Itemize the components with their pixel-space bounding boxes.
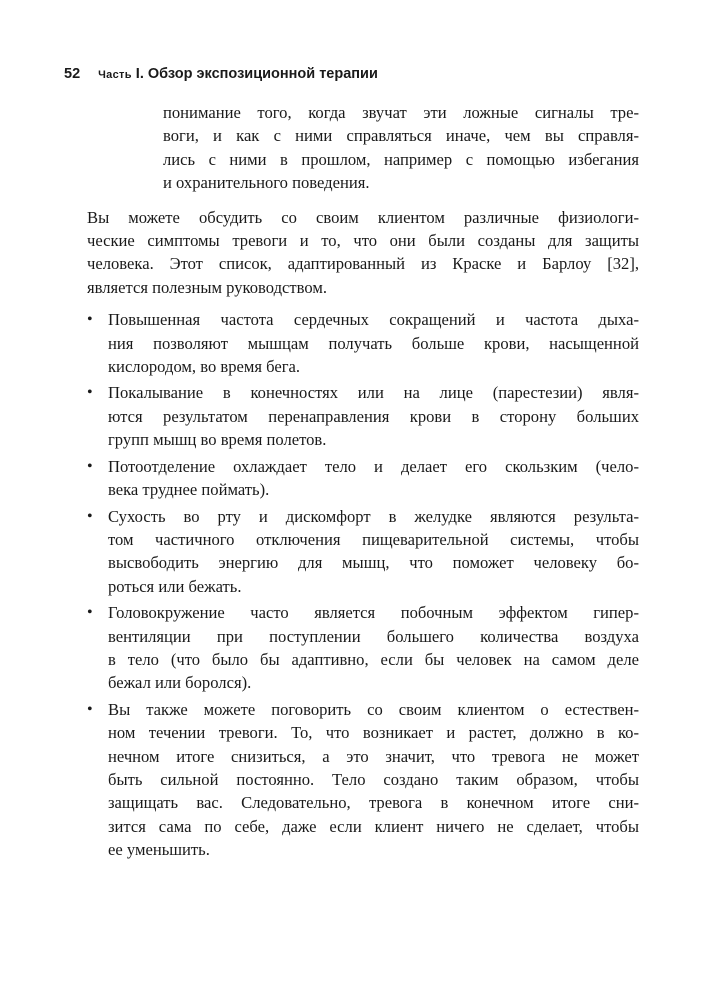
text-line: вентиляции при поступлении большего количества воздуха: [108, 626, 639, 646]
text-line: бежал или боролся).: [108, 673, 252, 693]
text-line: является полезным руководством.: [87, 277, 328, 297]
list-item: [87, 455, 639, 502]
continued-list-item: [163, 101, 639, 195]
text-line: ном течении тревоги. То, что возникает и растет, должно в ко-: [108, 723, 639, 743]
list-item: [87, 698, 639, 862]
text-line: века труднее поймать).: [108, 480, 270, 500]
text-line: • Головокружение часто является побочным эффектом гипер-: [108, 603, 639, 623]
running-header: [64, 64, 644, 84]
text-line: защищать вас. Следовательно, тревога в конечном итоге сни-: [108, 793, 639, 813]
text-line: лись с ними в прошлом, например с помощью избегания: [163, 149, 639, 169]
text-line: воги, и как с ними справляться иначе, чем вы справля-: [163, 126, 639, 146]
running-head-title: I. Обзор экспозиционной терапии: [131, 66, 378, 82]
text-line: • Повышенная частота сердечных сокращений и частота дыха-: [108, 310, 639, 330]
text-line: Вы можете обсудить со своим клиентом различные физиологи-: [87, 207, 639, 227]
text-line: том частичного отключения пищеварительной системы, чтобы: [108, 529, 639, 549]
text-line: роться или бежать.: [108, 576, 242, 596]
list-item: [87, 381, 639, 451]
text-line: • Покалывание в конечностях или на лице (парестезии) явля-: [108, 383, 639, 403]
text-line: ния позволяют мышцам получать больше крови, насыщенной: [108, 333, 639, 353]
text-line: нечном итоге снизиться, а это значит, что тревога не может: [108, 746, 639, 766]
text-line: и охранительного поведения.: [163, 173, 370, 193]
text-line: высвободить энергию для мышц, что поможет человеку бо-: [108, 553, 639, 573]
page-number: 52: [64, 66, 81, 82]
text-line: зится сама по себе, даже если клиент ничего не сделает, чтобы: [108, 816, 639, 836]
list-item: [87, 601, 639, 695]
running-head-part-label: Часть: [98, 69, 132, 81]
text-line: • Вы также можете поговорить со своим клиентом о естествен-: [108, 699, 639, 719]
list-item: [87, 505, 639, 599]
text-line: • Сухость во рту и дискомфорт в желудке являются результа-: [108, 506, 639, 526]
list-item: [87, 308, 639, 378]
text-line: ее уменьшить.: [108, 840, 210, 860]
text-line: ческие симптомы тревоги и то, что они были созданы для защиты: [87, 231, 639, 251]
text-line: ются результатом перенаправления крови в сторону больших: [108, 406, 639, 426]
running-head: [98, 66, 378, 82]
text-line: кислородом, во время бега.: [108, 357, 301, 377]
symptom-list: [87, 308, 639, 861]
page-body: [87, 101, 639, 865]
text-line: быть сильной постоянно. Тело создано таким образом, чтобы: [108, 769, 639, 789]
text-line: групп мышц во время полетов.: [108, 430, 327, 450]
text-line: понимание того, когда звучат эти ложные сигналы тре-: [163, 103, 639, 122]
text-line: человека. Этот список, адаптированный из Краске и Барлоу [32],: [87, 254, 639, 274]
text-line: в тело (что было бы адаптивно, если бы человек на самом деле: [108, 649, 639, 669]
text-line: • Потоотделение охлаждает тело и делает его скользким (чело-: [108, 456, 639, 476]
intro-paragraph: [87, 206, 639, 300]
